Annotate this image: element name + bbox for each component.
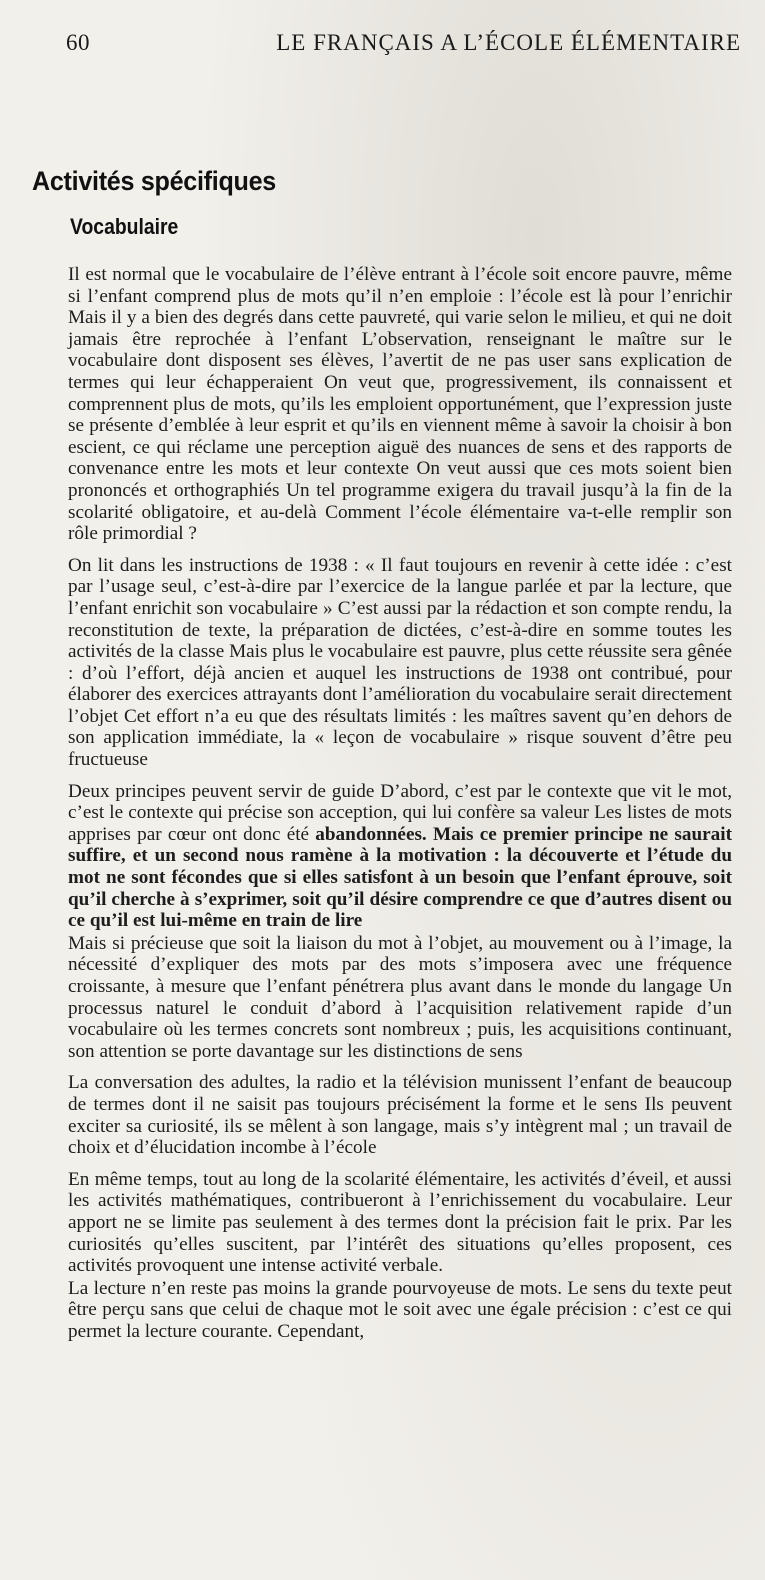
- paragraph-4: Mais si précieuse que soit la liaison du mot à l’objet, au mouvement ou à l’image, la nécessité d’expliquer des mots par des mots s’imposera avec une fréquence croissante, à mesure que l’enfant pénétrera plus avant dans le monde du langage Un processus naturel le conduit d’abord à l’acquisition relativement rapide d’un vocabulaire où les termes concrets sont nombreux ; puis, les acquisitions continuant, son attention se porte davantage sur les distinctions de sens: [68, 932, 732, 1062]
- paragraph-3-bold: abandonnées. Mais ce premier principe ne saurait suffire, et un second nous ramène à la motivation : la découverte et l’étude du mot ne sont fécondes que si elles satisfont à un besoin que l’enfant éprouve, soit qu’il cherche à s’exprimer, soit qu’il désire comprendre ce que d’autres disent ou ce qu’il est lui-même en train de lire: [68, 823, 732, 932]
- running-title: LE FRANÇAIS A L’ÉCOLE ÉLÉMENTAIRE: [276, 30, 741, 55]
- paragraph-7: La lecture n’en reste pas moins la grande pourvoyeuse de mots. Le sens du texte peut être perçu sans que celui de chaque mot le soit avec une égale précision : c’est ce qui permet la lecture courante. Cependant,: [68, 1277, 732, 1342]
- paragraph-2: On lit dans les instructions de 1938 : « Il faut toujours en revenir à cette idée : c’est par l’usage seul, c’est-à-dire par l’exercice de la langue parlée et par la lecture, que l’enfant enrichit son vocabulaire » C’est aussi par la rédaction et son compte rendu, la reconstitution de texte, la préparation de dictées, c’est-à-dire en somme toutes les activités de la classe Mais plus le vocabulaire est pauvre, plus cette réussite sera gênée : d’où l’effort, déjà ancien et auquel les instructions de 1938 ont contribué, pour élaborer des exercices attrayants dont l’amélioration du vocabulaire serait directement l’objet Cet effort n’a eu que des résultats limités : les maîtres savent qu’en dehors de son application immédiate, la « leçon de vocabulaire » risque souvent d’être peu fructueuse: [68, 554, 732, 771]
- paragraph-1: Il est normal que le vocabulaire de l’élève entrant à l’école soit encore pauvre, même si l’enfant comprend plus de mots qu’il n’en emploie : l’école est là pour l’enrichir Mais il y a bien des degrés dans cette pauvreté, qui varie selon le milieu, et qui ne doit jamais être reprochée à l’enfant L’observation, renseignant le maître sur le vocabulaire dont disposent ses élèves, l’avertit de ne pas user sans explication de termes qui leur échapperaient On veut que, progressivement, ils connaissent et comprennent plus de mots, qu’ils les emploient opportunément, que l’expression juste se présente d’emblée à leur esprit et qu’ils en viennent même à savoir la choisir à bon escient, ce qui réclame une perception aiguë des nuances de sens et des rapports de convenance entre les mots et leur contexte On veut aussi que ces mots soient bien prononcés et orthographiés Un tel programme exigera du travail jusqu’à la fin de la scolarité obligatoire, et au-delà Comment l’école élémentaire va-t-elle remplir son rôle primordial ?: [68, 264, 732, 545]
- page-number: 60: [66, 30, 90, 55]
- running-head: [66, 30, 741, 64]
- body-text: [68, 264, 732, 1353]
- subsection-title: Vocabulaire: [70, 214, 179, 239]
- paragraph-3-normal: Deux principes peuvent servir de guide D’abord, c’est par le contexte que vit le mot, c’est le contexte qui précise son acception, qui lui confère sa valeur Les listes de mots apprises par cœur ont donc été: [68, 780, 732, 845]
- paragraph-3: [68, 781, 732, 932]
- section-title: Activités spécifiques: [32, 166, 276, 196]
- paragraph-5: La conversation des adultes, la radio et la télévision munissent l’enfant de beaucoup de termes dont il ne saisit pas toujours précisément la forme et le sens Ils peuvent exciter sa curiosité, ils se mêlent à son langage, mais s’y intègrent mal ; un travail de choix et d’élucidation incombe à l’école: [68, 1072, 732, 1159]
- paragraph-6: En même temps, tout au long de la scolarité élémentaire, les activités d’éveil, et aussi les activités mathématiques, contribueront à l’enrichissement du vocabulaire. Leur apport ne se limite pas seulement à des termes dont la précision fait le prix. Par les curiosités qu’elles suscitent, par l’intérêt des situations qu’elles proposent, ces activités provoquent une intense activité verbale.: [68, 1168, 732, 1277]
